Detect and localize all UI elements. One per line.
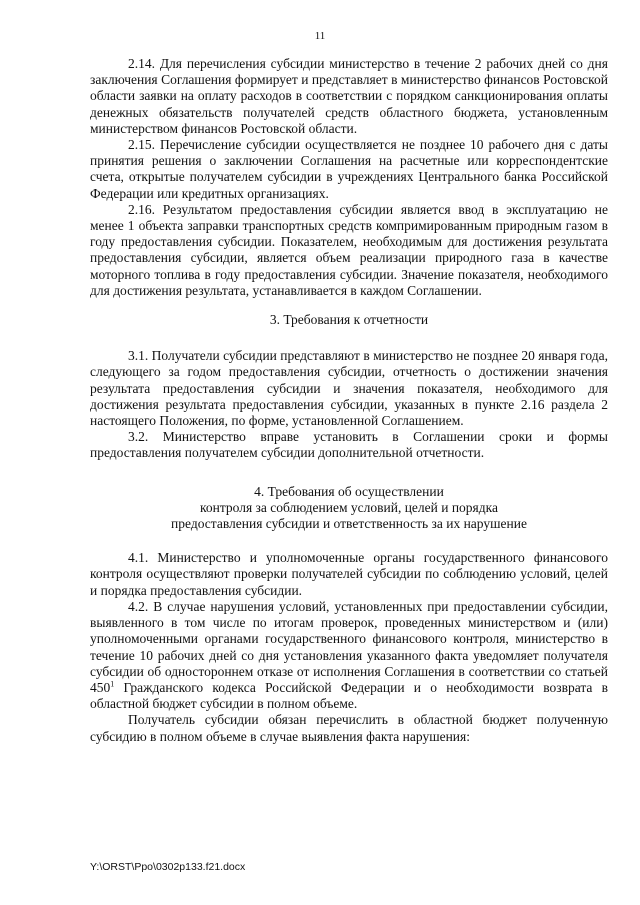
paragraph-3-2: 3.2. Министерство вправе установить в Соглашении сроки и формы предоставления получателем субсидии дополнительной отчетности. xyxy=(90,429,608,461)
paragraph-2-15: 2.15. Перечисление субсидии осуществляется не позднее 10 рабочего дня с даты принятия решения о заключении Соглашения на расчетные или корреспондентские счета, открытые получателем субсидии в учреждениях Центрального банка Российской Федерации или кредитных организациях. xyxy=(90,137,608,201)
paragraph-2-14: 2.14. Для перечисления субсидии министерство в течение 2 рабочих дней со дня заключения Соглашения формирует и представляет в министерство финансов Ростовской области заявки на оплату расходов в соответствии с порядком санкционирования оплаты денежных обязательств получателей средств областного бюджета, установленным министерством финансов Ростовской области. xyxy=(90,56,608,136)
paragraph-4-2-before: 4.2. В случае нарушения условий, установленных при предоставлении субсидии, выявленного в том числе по итогам проверок, проведенных министерством и (или) уполномоченными органами государственного финансового контроля, министерство в течение 10 рабочих дней со дня установления указанного факта уведомляет получателя субсидии об одностороннем отказе от исполнения Соглашения в соответствии со статьей 450 xyxy=(90,598,608,695)
footer-file-path: Y:\ORST\Ppo\0302p133.f21.docx xyxy=(90,861,246,873)
paragraph-2-16: 2.16. Результатом предоставления субсидии является ввод в эксплуатацию не менее 1 объекта заправки транспортных средств компримированным природным газом в году предоставления субсидии. Показателем, необходимым для достижения результата предоставления субсидии, является объем реализации природного газа в качестве моторного топлива в году предоставления субсидии. Значение показателя, необходимого для достижения результата, устанавливается в каждом Соглашении. xyxy=(90,201,608,298)
paragraph-obligation: Получатель субсидии обязан перечислить в областной бюджет полученную субсидию в полном объеме в случае выявления факта нарушения: xyxy=(90,712,608,744)
paragraph-4-2-superscript: 1 xyxy=(110,679,115,689)
page-number: 11 xyxy=(314,30,326,42)
paragraph-4-2-after: Гражданского кодекса Российской Федерации и о необходимости возврата в областной бюджет субсидии в полном объеме. xyxy=(90,679,608,712)
paragraph-4-2 xyxy=(90,599,608,712)
section-4-title-line: предоставления субсидии и ответственность за их нарушение xyxy=(171,516,527,532)
section-4-title-line: 4. Требования об осуществлении xyxy=(254,483,444,499)
paragraph-4-1: 4.1. Министерство и уполномоченные органы государственного финансового контроля осуществляют проверки получателей субсидии по соблюдению условий, целей и порядка предоставления субсидии. xyxy=(90,550,608,598)
paragraph-3-1: 3.1. Получатели субсидии представляют в министерство не позднее 20 января года, следующего за годом предоставления субсидии, отчетность о достижении значения результата предоставления субсидии и значения показателя, необходимого для достижения результата предоставления субсидии, указанных в пункте 2.16 раздела 2 настоящего Положения, по форме, установленной Соглашением. xyxy=(90,348,608,429)
section-3-title: 3. Требования к отчетности xyxy=(269,312,429,328)
section-4-title xyxy=(90,484,608,533)
document-body xyxy=(90,56,608,745)
section-4-title-line: контроля за соблюдением условий, целей и порядка xyxy=(200,499,498,515)
